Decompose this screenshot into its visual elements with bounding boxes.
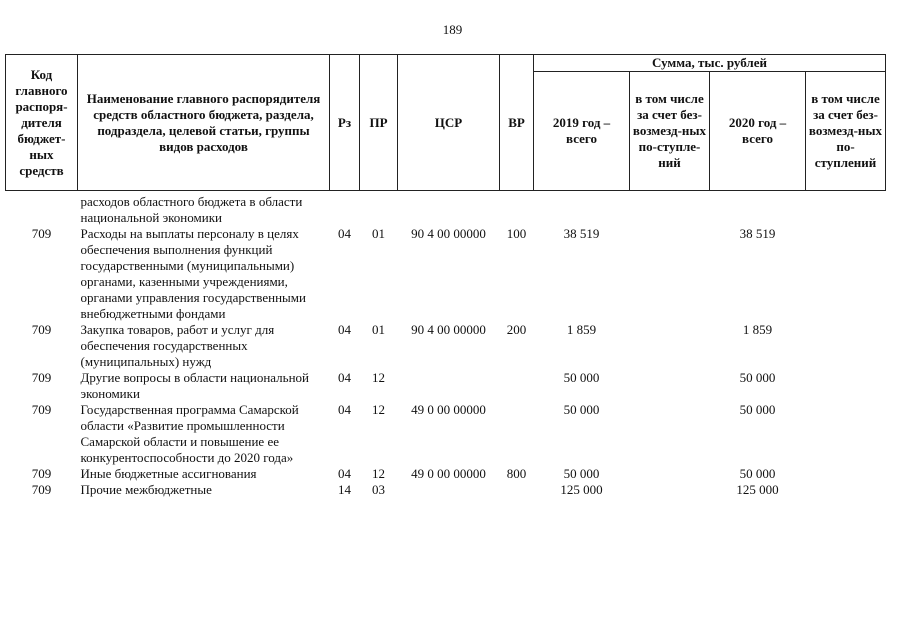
header-vr: ВР (500, 55, 534, 191)
header-name: Наименование главного распорядителя средств областного бюджета, раздела, подраздела, целевой статьи, группы видов расходов (78, 55, 330, 191)
cell-csr (398, 482, 500, 498)
cell-pr (360, 191, 398, 227)
cell-2020-free (806, 226, 886, 322)
table-body (6, 191, 886, 499)
cell-name: Закупка товаров, работ и услуг для обеспечения государственных (муниципальных) нужд (80, 322, 275, 369)
cell-pr: 03 (372, 482, 385, 497)
cell-2020-total: 125 000 (736, 482, 779, 497)
cell-name: Иные бюджетные ассигнования (80, 466, 257, 481)
table-row (6, 482, 886, 498)
cell-2019-total (534, 191, 630, 227)
cell-pr: 01 (372, 226, 385, 241)
cell-2020-total: 38 519 (739, 226, 776, 241)
cell-vr (500, 482, 534, 498)
cell-rz (330, 191, 360, 227)
header-sum-group: Сумма, тыс. рублей (534, 55, 886, 72)
cell-code (6, 191, 78, 227)
cell-vr (500, 370, 534, 402)
table-row (6, 466, 886, 482)
header-2019-free: в том числе за счет без-возмезд-ных по-ступле-ний (630, 72, 710, 191)
cell-pr: 12 (372, 402, 385, 417)
cell-2020-total: 1 859 (742, 322, 773, 337)
cell-vr: 800 (506, 466, 527, 481)
cell-2019-total: 125 000 (560, 482, 603, 497)
cell-pr: 12 (372, 466, 385, 481)
cell-code: 709 (31, 466, 52, 481)
cell-csr (398, 370, 500, 402)
cell-vr (500, 402, 534, 466)
cell-vr: 100 (506, 226, 527, 241)
cell-2019-total: 1 859 (566, 322, 597, 337)
cell-2020-total: 50 000 (739, 466, 776, 481)
header-csr: ЦСР (398, 55, 500, 191)
cell-2020-total (710, 191, 806, 227)
cell-pr: 12 (372, 370, 385, 385)
table-row (6, 370, 886, 402)
cell-code: 709 (31, 322, 52, 337)
cell-csr: 90 4 00 00000 (411, 226, 486, 241)
cell-vr: 200 (506, 322, 527, 337)
cell-rz: 04 (338, 370, 351, 385)
header-pr: ПР (360, 55, 398, 191)
cell-csr (398, 191, 500, 227)
page-number: 189 (442, 22, 463, 37)
cell-2019-free (630, 402, 710, 466)
table-header (6, 55, 886, 191)
cell-2020-free (806, 370, 886, 402)
cell-name: Другие вопросы в области национальной экономики (80, 370, 309, 401)
cell-rz: 04 (338, 322, 351, 337)
cell-code: 709 (31, 226, 52, 241)
cell-2019-total: 50 000 (563, 370, 600, 385)
header-rz: Рз (330, 55, 360, 191)
table-row (6, 402, 886, 466)
cell-2019-total: 50 000 (563, 402, 600, 417)
cell-rz: 14 (338, 482, 351, 497)
cell-name: Расходы на выплаты персоналу в целях обеспечения выполнения функций государственными (муниципальными) органами, казенными учреждениями, органами управления государственными внебюджетными фондами (80, 226, 306, 321)
cell-rz: 04 (338, 466, 351, 481)
cell-2020-total: 50 000 (739, 402, 776, 417)
cell-csr: 49 0 00 00000 (411, 466, 486, 481)
cell-csr: 49 0 00 00000 (411, 402, 486, 417)
cell-2019-free (630, 482, 710, 498)
cell-2019-total: 50 000 (563, 466, 600, 481)
cell-rz: 04 (338, 402, 351, 417)
cell-2020-free (806, 402, 886, 466)
budget-table (5, 54, 886, 498)
cell-2019-total: 38 519 (563, 226, 600, 241)
cell-2019-free (630, 370, 710, 402)
cell-name: Прочие межбюджетные (80, 482, 212, 497)
header-2020-free: в том числе за счет без-возмезд-ных по-ступлений (806, 72, 886, 191)
table-row (6, 322, 886, 370)
header-code: Код главного распоря-дителя бюджет-ных средств (6, 55, 78, 191)
table-row (6, 191, 886, 227)
header-2019-total: 2019 год – всего (534, 72, 630, 191)
cell-code: 709 (31, 402, 52, 417)
cell-name: расходов областного бюджета в области национальной экономики (80, 194, 303, 225)
cell-name: Государственная программа Самарской области «Развитие промышленности Самарской области и повышение ее конкурентоспособности до 2020 года» (80, 402, 299, 465)
header-2020-total: 2020 год – всего (710, 72, 806, 191)
cell-2019-free (630, 322, 710, 370)
cell-2020-total: 50 000 (739, 370, 776, 385)
cell-2019-free (630, 466, 710, 482)
cell-2019-free (630, 226, 710, 322)
cell-2019-free (630, 191, 710, 227)
cell-pr: 01 (372, 322, 385, 337)
cell-2020-free (806, 466, 886, 482)
cell-code: 709 (31, 482, 52, 497)
cell-vr (500, 191, 534, 227)
cell-csr: 90 4 00 00000 (411, 322, 486, 337)
cell-2020-free (806, 482, 886, 498)
cell-2020-free (806, 191, 886, 227)
cell-rz: 04 (338, 226, 351, 241)
table-row (6, 226, 886, 322)
cell-2020-free (806, 322, 886, 370)
cell-code: 709 (31, 370, 52, 385)
